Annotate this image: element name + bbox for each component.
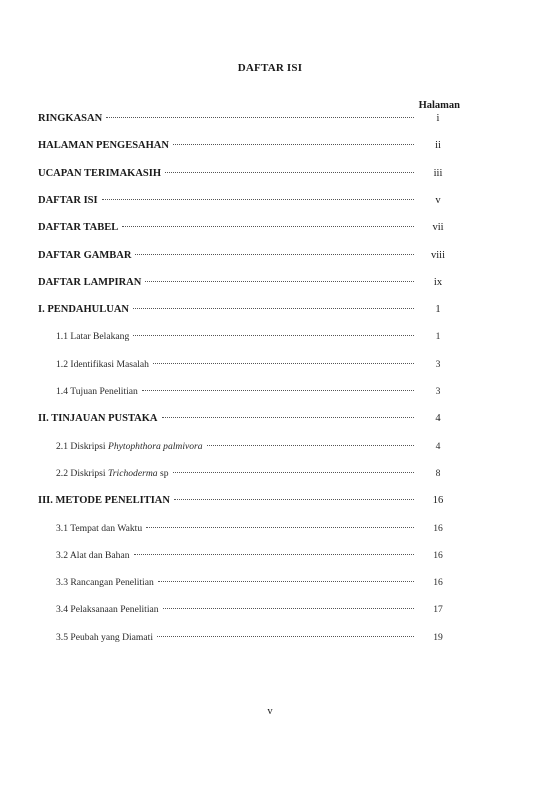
toc-entry (56, 632, 458, 646)
toc-entry-label (38, 250, 131, 261)
toc-entry-page: 16 (433, 577, 443, 589)
dot-leader (133, 308, 414, 309)
toc-entry-label-text: HALAMAN PENGESAHAN (38, 140, 169, 152)
toc-entry-page: 4 (435, 440, 441, 452)
dot-leader (122, 226, 414, 227)
toc-entry-label-text: 3.4 Pelaksanaan Penelitian (56, 604, 159, 616)
toc-entry-page: ix (433, 276, 443, 288)
toc-entry-label (56, 577, 154, 588)
toc-entry-label (38, 195, 98, 206)
dot-leader (142, 390, 414, 391)
toc-entry-page: 4 (435, 413, 441, 425)
toc-entry-page: 16 (433, 522, 443, 534)
toc-entry (56, 550, 458, 564)
toc-entry (38, 277, 458, 291)
toc-entry (38, 413, 458, 427)
toc-entry-page: 16 (432, 495, 444, 507)
toc-entry-label-text: UCAPAN TERIMAKASIH (38, 167, 161, 179)
toc-entry-label-text: 1.1 Latar Belakang (56, 331, 130, 343)
toc-entry-label-italic: Phytophthora palmivora (107, 440, 203, 452)
toc-entry (56, 523, 458, 537)
toc-entry-page: 19 (433, 631, 443, 643)
toc-entry (56, 359, 458, 373)
toc-entry-page: vii (432, 222, 444, 234)
dot-leader (173, 144, 414, 145)
toc-entry (38, 195, 458, 209)
toc-entry-label-text: 3.5 Peubah yang Diamati (56, 631, 153, 643)
toc-entry-label (56, 359, 149, 370)
dot-leader (134, 554, 414, 555)
toc-entry-page: i (436, 113, 440, 124)
toc-entry (38, 304, 458, 318)
toc-entry-page: ii (435, 140, 441, 152)
toc-entry (56, 441, 458, 455)
toc-entry-label-text: DAFTAR ISI (38, 194, 98, 206)
toc-entry-label-text: 3.2 Alat dan Bahan (56, 549, 130, 561)
toc-entry-page: viii (430, 249, 445, 261)
toc-entry-label (38, 222, 118, 233)
toc-entry-page: 3 (435, 358, 441, 370)
toc-entry-label (56, 604, 159, 615)
toc-entry-label (56, 441, 203, 452)
dot-leader (163, 608, 414, 609)
toc-entry (56, 577, 458, 591)
toc-entry-label-text: RINGKASAN (38, 113, 103, 124)
toc-entry-label (38, 168, 161, 179)
dot-leader (158, 581, 414, 582)
toc-entry (38, 113, 458, 127)
toc-entry-page: 1 (435, 304, 441, 316)
toc-entry-label-text: 2.1 Diskripsi (56, 440, 108, 452)
toc-entry-page: 16 (433, 549, 443, 561)
dot-leader (173, 472, 415, 473)
toc-entry-label (56, 632, 153, 643)
dot-leader (174, 499, 414, 500)
toc-entry-label (56, 386, 138, 397)
toc-entry-page: v (435, 194, 441, 206)
toc-entry (56, 468, 458, 482)
toc-entry-page: 3 (435, 386, 441, 397)
dot-leader (153, 363, 414, 364)
toc-entry-label-suffix: sp (157, 467, 169, 479)
toc-entry-label (56, 331, 129, 342)
page-title: DAFTAR ISI (237, 62, 303, 74)
toc-entry-label-text: I. PENDAHULUAN (38, 304, 130, 316)
toc-entry-label-text: DAFTAR LAMPIRAN (38, 276, 142, 288)
toc-entry (56, 604, 458, 618)
dot-leader (207, 445, 414, 446)
toc-entry-label (38, 113, 102, 124)
toc-entry-page: 17 (433, 604, 443, 616)
toc-entry-label-text: 3.3 Rancangan Penelitian (56, 577, 154, 589)
page-column-header: Halaman (418, 100, 460, 111)
dot-leader (146, 527, 414, 528)
toc-entry-page: 1 (435, 331, 441, 343)
toc-entry (38, 168, 458, 182)
toc-entry-label-italic: Trichoderma (107, 467, 158, 479)
toc-entry-label-text: 1.4 Tujuan Penelitian (56, 386, 138, 397)
toc-entry-label (56, 523, 142, 534)
toc-entry (38, 222, 458, 236)
page-number: v (267, 706, 273, 717)
toc-entry-label (38, 495, 170, 506)
dot-leader (162, 417, 414, 418)
toc-entry-page: 8 (435, 467, 441, 479)
toc-entry-label-text: DAFTAR GAMBAR (38, 249, 132, 261)
toc-entry-label (56, 468, 169, 479)
toc-entry-label (56, 550, 130, 561)
toc-entry-label-text: 3.1 Tempat dan Waktu (56, 522, 143, 534)
toc-entry-label (38, 413, 158, 424)
toc-entry (56, 386, 458, 400)
dot-leader (106, 117, 414, 118)
toc-entry-label (38, 140, 169, 151)
dot-leader (102, 199, 414, 200)
toc-entry (38, 140, 458, 154)
toc-entry-page: iii (433, 167, 443, 179)
toc-entry (38, 495, 458, 509)
toc-entry-label (38, 304, 129, 315)
dot-leader (135, 254, 414, 255)
toc-entry-label-text: III. METODE PENELITIAN (38, 495, 170, 507)
toc-entry-label-text: DAFTAR TABEL (38, 222, 119, 234)
toc-entry-label (38, 277, 141, 288)
toc-entry (38, 250, 458, 264)
dot-leader (157, 636, 414, 637)
dot-leader (165, 172, 414, 173)
dot-leader (133, 335, 414, 336)
toc-entry (56, 331, 458, 345)
toc-entry-label-text: 2.2 Diskripsi (56, 467, 108, 479)
toc-entry-label-text: II. TINJAUAN PUSTAKA (38, 413, 158, 425)
toc-entry-label-text: 1.2 Identifikasi Masalah (56, 358, 149, 370)
dot-leader (145, 281, 414, 282)
